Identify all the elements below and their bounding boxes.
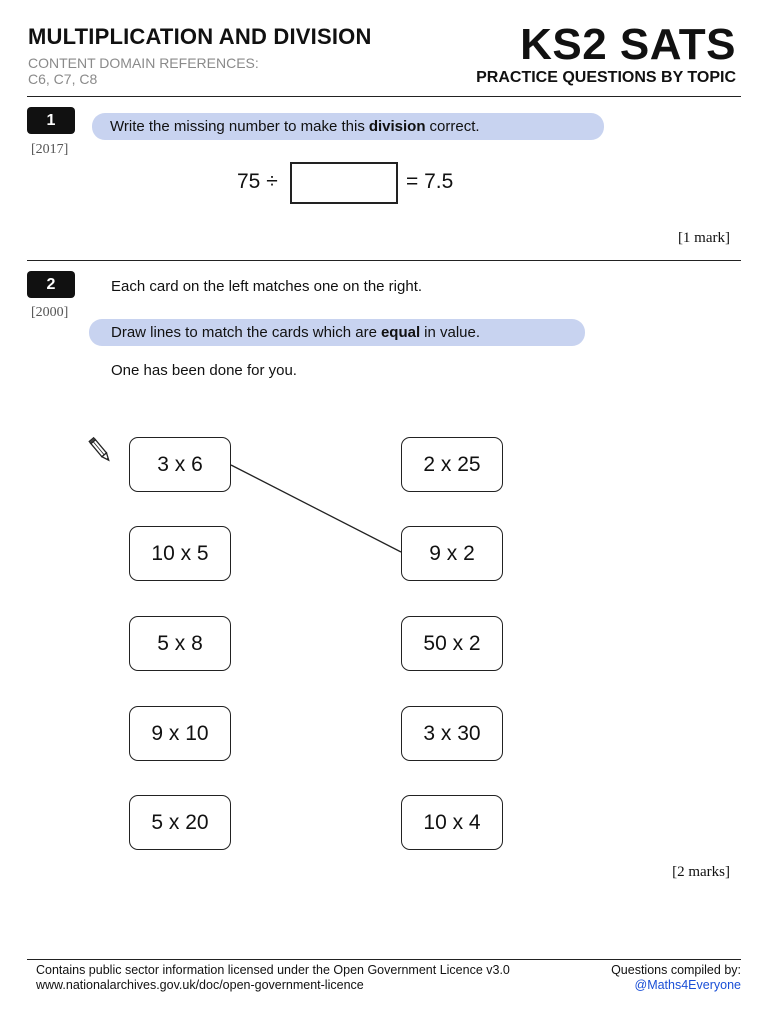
instruction-text-end: in value. [424, 324, 481, 341]
licence-notice [36, 963, 510, 993]
right-card[interactable]: 3 x 30 [401, 706, 503, 761]
content-refs-codes: C6, C7, C8 [28, 71, 98, 87]
compiled-by-label: Questions compiled by: [611, 963, 741, 977]
author-handle-link[interactable]: @Maths4Everyone [634, 978, 741, 992]
left-card[interactable]: 5 x 20 [129, 795, 231, 850]
question-2-number-badge: 2 [27, 271, 75, 298]
right-card[interactable]: 10 x 4 [401, 795, 503, 850]
compiled-by [611, 963, 741, 993]
question-1-marks: [1 mark] [677, 230, 730, 246]
instruction-text: Write the missing number to make this [110, 118, 365, 135]
left-card[interactable]: 3 x 6 [129, 437, 231, 492]
instruction-keyword: equal [380, 324, 421, 341]
question-2-marks: [2 marks] [672, 864, 730, 880]
instruction-text-end: correct. [429, 118, 480, 135]
equation-left: 75 ÷ [237, 170, 278, 193]
question-2-year: [2000] [31, 305, 69, 320]
instruction-keyword: division [368, 118, 426, 135]
left-card[interactable]: 5 x 8 [129, 616, 231, 671]
content-refs-label: CONTENT DOMAIN REFERENCES: [28, 55, 259, 71]
question-2-example-note: One has been done for you. [111, 362, 297, 379]
brand-subtitle: PRACTICE QUESTIONS BY TOPIC [476, 69, 736, 86]
question-1-year: [2017] [31, 142, 69, 157]
footer-divider [27, 959, 741, 960]
licence-line: Contains public sector information licensed under the Open Government Licence v3.0 [36, 963, 510, 977]
instruction-text: Draw lines to match the cards which are [111, 324, 377, 341]
left-card[interactable]: 10 x 5 [129, 526, 231, 581]
left-card[interactable]: 9 x 10 [129, 706, 231, 761]
right-card[interactable]: 50 x 2 [401, 616, 503, 671]
equation-right: = 7.5 [406, 170, 454, 193]
brand-title: KS2 SATS [520, 20, 736, 69]
worksheet-title: MULTIPLICATION AND DIVISION [28, 24, 372, 49]
right-card[interactable]: 9 x 2 [401, 526, 503, 581]
question-2-intro: Each card on the left matches one on the right. [111, 278, 423, 295]
question-1-number-badge: 1 [27, 107, 75, 134]
right-card[interactable]: 2 x 25 [401, 437, 503, 492]
licence-url[interactable]: www.nationalarchives.gov.uk/doc/open-government-licence [36, 978, 364, 992]
